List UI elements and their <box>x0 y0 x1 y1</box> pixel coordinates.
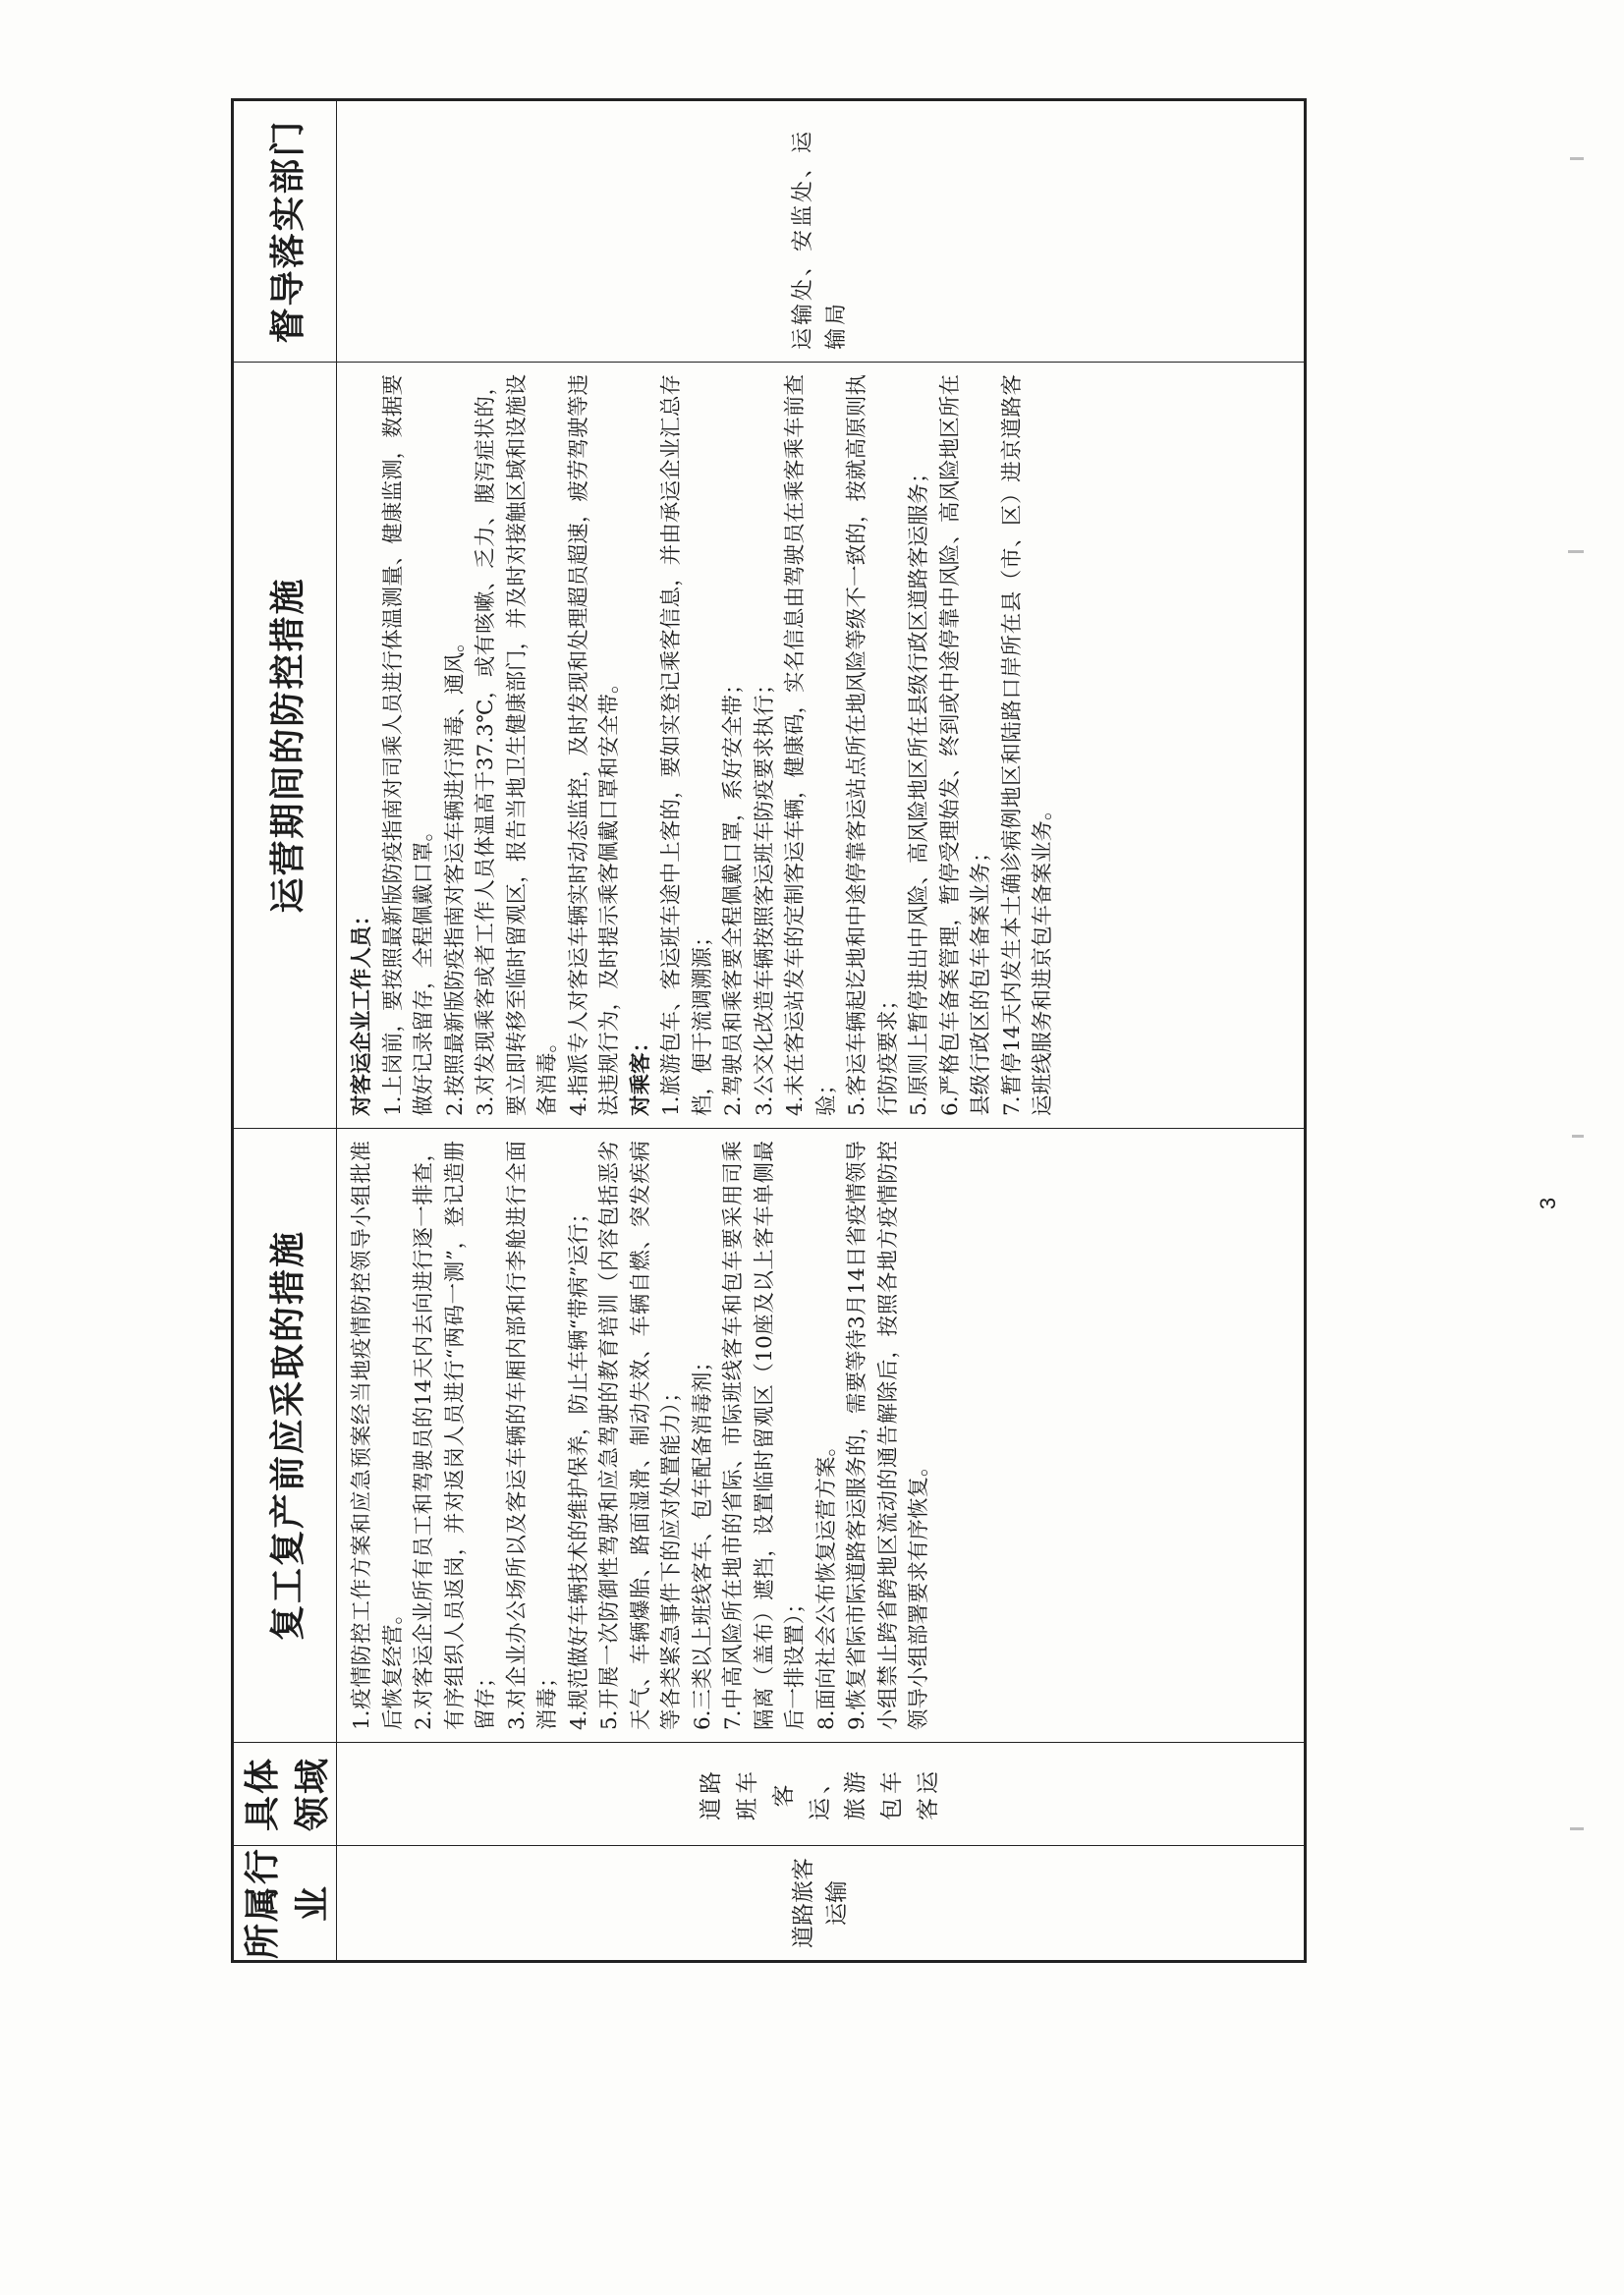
pre-measure-item: 2.对客运企业所有员工和驾驶员的14天内去向进行逐一排查，有序组织人员返岗，并对返岗人员进行“两码一测”，登记造册留存； <box>412 1141 498 1730</box>
pre-measure-item: 5.开展一次防御性驾驶和应急驾驶的教育培训（内容包括恶劣天气、车辆爆胎、路面湿滑、制动失效、车辆自燃、突发疾病等各类紧急事件下的应对处置能力）； <box>597 1141 684 1730</box>
passenger-measure-item: 7.暂停14天内发生本土确诊病例地区和陆路口岸所在县（市、区）进京道路客运班线服务和进京包车备案业务。 <box>999 374 1055 1116</box>
pre-measure-item: 3.对企业办公场所以及客运车辆的车厢内部和行李舱进行全面消毒； <box>504 1141 560 1730</box>
domain-value: 道路班车客运、旅游包车客运 <box>699 1767 941 1820</box>
pre-measures-cell <box>337 1129 1306 1743</box>
header-dept: 督导落实部门 <box>233 100 337 363</box>
company-measure-item: 4.指派专人对客运车辆实时动态监控，及时发现和处理超员超速，疲劳驾驶等违法违规行为，及时提示乘客佩戴口罩和安全带。 <box>566 374 622 1116</box>
passenger-measure-item: 4.未在客运站发车的定制客运车辆，健康码，实名信息由驾驶员在乘客乘车前查验； <box>783 374 839 1116</box>
pre-measure-item: 7.中高风险所在地市的省际、市际班线客车和包车要采用司乘隔离（盖布）遮挡，设置临时留观区（10座及以上客车单侧最后一排设置）； <box>721 1141 808 1730</box>
passenger-measure-item: 6.严格包车备案管理，暂停受理始发、终到或中途停靠中风险、高风险地区所在县级行政区的包车备案业务； <box>937 374 993 1116</box>
scan-artifact <box>1568 550 1584 553</box>
rotated-page <box>231 101 1307 1963</box>
scan-artifact <box>1570 1827 1584 1830</box>
page-number: 3 <box>1536 1197 1561 1210</box>
header-domain: 具体领域 <box>233 1743 337 1846</box>
pre-measure-item: 4.规范做好车辆技术的维护保养，防止车辆“带病”运行； <box>566 1203 591 1730</box>
dept-value: 运输处、安监处、运输局 <box>791 128 849 350</box>
table-row <box>337 100 1306 1962</box>
company-measure-item: 3.对发现乘客或者工作人员体温高于37.3℃，或有咳嗽、乏力、腹泻症状的，要立即转移至临时留观区，报告当地卫生健康部门，并及时对接触区域和设施设备消毒。 <box>474 374 560 1116</box>
passenger-measure-item: 3.公交化改造车辆按照客运班车防疫要求执行； <box>752 673 777 1116</box>
pre-measure-item: 8.面向社会公布恢复运营方案。 <box>813 1434 839 1730</box>
company-measure-item: 1.上岗前，要按照最新版防疫指南对司乘人员进行体温测量、健康监测，数据要做好记录留存，全程佩戴口罩。 <box>380 374 436 1116</box>
sector-cell <box>337 1846 1306 1962</box>
dept-cell <box>337 100 1306 363</box>
table-header-row <box>233 100 337 1962</box>
company-measure-item: 2.按照最新版防疫指南对客运车辆进行消毒、通风。 <box>442 631 468 1116</box>
sector-value: 道路旅客运输 <box>790 1858 850 1948</box>
header-sector: 所属行业 <box>233 1846 337 1962</box>
passenger-measure-item: 5.客运车辆起讫地和中途停靠客运站点所在地风险等级不一致的，按就高原则执行防疫要求； <box>845 374 901 1116</box>
measures-table <box>231 98 1307 1963</box>
during-measures-cell <box>337 363 1306 1129</box>
pre-measure-item: 1.疫情防控工作方案和应急预案经当地疫情防控领导小组批准后恢复经营。 <box>350 1141 406 1730</box>
passenger-measure-item: 5.原则上暂停进出中风险、高风险地区所在县级行政区道路客运服务； <box>907 462 931 1116</box>
header-pre-measures: 复工复产前应采取的措施 <box>233 1129 337 1743</box>
domain-cell <box>337 1743 1306 1846</box>
pre-measure-item: 6.三类以上班线客车、包车配备消毒剂； <box>690 1350 715 1730</box>
pre-measure-item: 9.恢复省际市际道路客运服务的，需要等待3月14日省疫情领导小组禁止跨省跨地区流动的通告解除后，按照各地方疫情防控领导小组部署要求有序恢复。 <box>845 1141 931 1730</box>
company-staff-label: 对客运企业工作人员： <box>350 904 374 1116</box>
header-during-measures: 运营期间的防控措施 <box>233 363 337 1129</box>
scan-artifact <box>1572 1135 1584 1138</box>
scan-artifact <box>1570 157 1584 160</box>
passenger-measure-item: 1.旅游包车、客运班车途中上客的，要如实登记乘客信息，并由承运企业汇总存档，便于流调溯源； <box>659 374 715 1116</box>
passenger-measure-item: 2.驾驶员和乘客要全程佩戴口罩，系好安全带； <box>721 673 746 1116</box>
passenger-label: 对乘客： <box>628 1031 653 1116</box>
